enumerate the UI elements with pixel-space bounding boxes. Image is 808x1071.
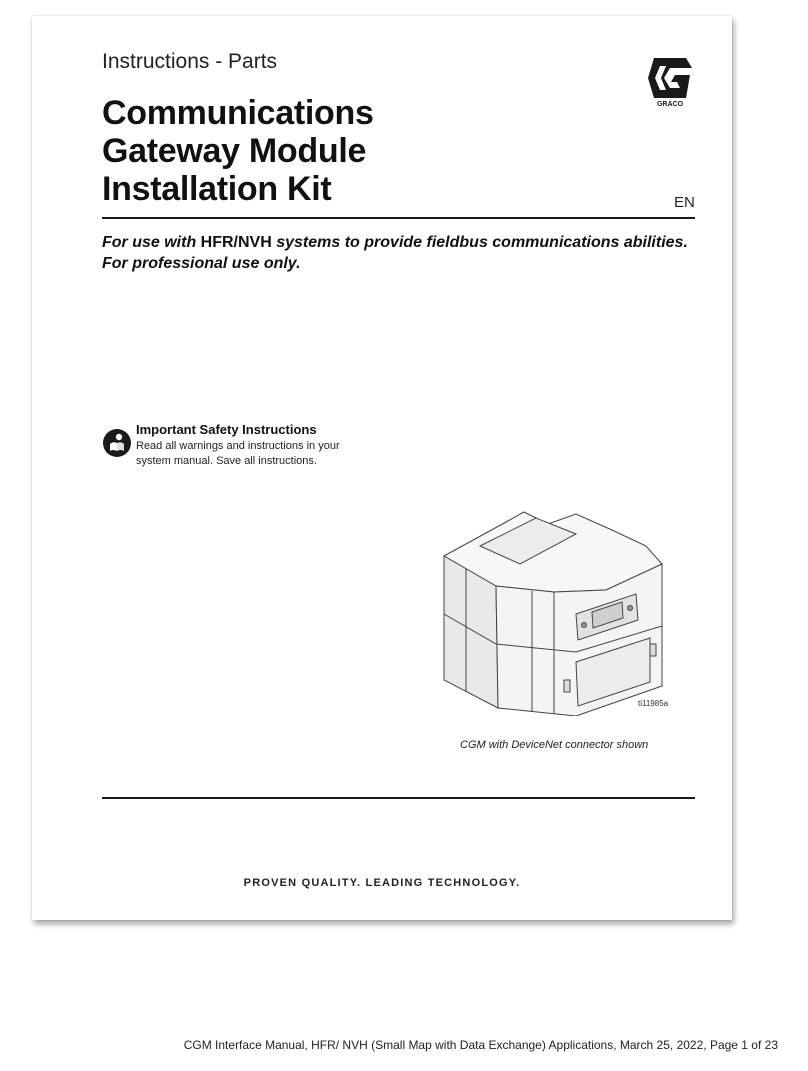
read-manual-icon [102, 428, 132, 458]
safety-notice [102, 420, 402, 480]
language-code: EN [674, 194, 695, 211]
brand-label: GRACO [656, 101, 684, 108]
tagline-pre: For use with [102, 234, 201, 251]
title-line-1: Communications [102, 94, 374, 132]
safety-heading: Important Safety Instructions [136, 422, 317, 437]
title-line-3: Installation Kit [102, 170, 332, 208]
cgm-module-illustration [436, 494, 676, 716]
graco-logo-icon [644, 54, 696, 108]
page-title [102, 94, 562, 208]
doc-subtitle: Instructions - Parts [102, 50, 278, 73]
bottom-divider [102, 797, 695, 799]
figure-id: ti11985a [638, 699, 669, 708]
figure-caption: CGM with DeviceNet connector shown [460, 739, 649, 751]
tagline-keyword: HFR/NVH [200, 234, 272, 251]
tagline-line2: For professional use only. [102, 255, 301, 272]
page-footer: CGM Interface Manual, HFR/ NVH (Small Map with Data Exchange) Applications, March 25, 2022, Page 1 of 23 [183, 1038, 778, 1052]
tagline [102, 232, 702, 274]
tagline-post: systems to provide fieldbus communications abilities. [271, 234, 688, 251]
title-line-2: Gateway Module [102, 132, 367, 170]
title-divider [102, 217, 695, 219]
document-page [32, 16, 732, 920]
safety-body: Read all warnings and instructions in your system manual. Save all instructions. [136, 440, 340, 467]
company-motto: PROVEN QUALITY. LEADING TECHNOLOGY. [243, 877, 521, 889]
